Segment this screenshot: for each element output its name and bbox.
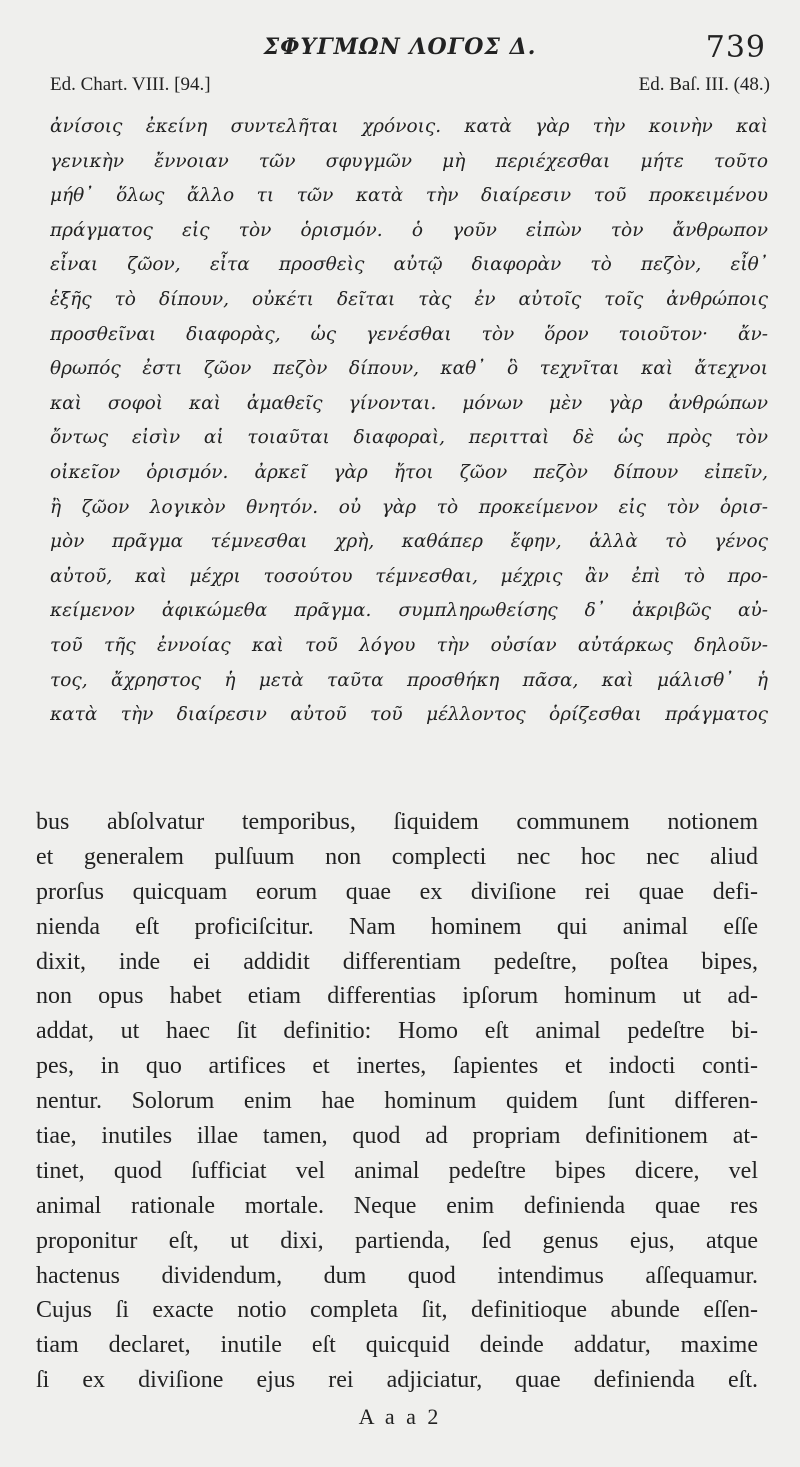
greek-text-line: οἰκεῖον ὁρισμόν. ἀρκεῖ γὰρ ἤτοι ζῶον πεζὸν δίπουν εἰπεῖν, (50, 461, 768, 483)
greek-text-line: μήθ᾽ ὅλως ἄλλο τι τῶν κατὰ τὴν διαίρεσιν τοῦ προκειμένου (50, 185, 768, 207)
greek-text-line: κατὰ τὴν διαίρεσιν αὐτοῦ τοῦ μέλλοντος ὁρίζεσθαι πράγματος (50, 704, 768, 726)
greek-text-line: εἶναι ζῶον, εἶτα προσθεὶς αὐτῷ διαφορὰν τὸ πεζὸν, εἶθ᾽ (50, 254, 768, 276)
edition-reference-chartier: Ed. Chart. VIII. [94.] (50, 74, 211, 95)
latin-text-line: pes, in quo artifices et inertes, ſapientes et indocti conti- (36, 1053, 758, 1080)
printer-signature: A a a 2 (358, 1404, 442, 1429)
latin-text-line: tiam declaret, inutile eſt quicquid deinde addatur, maxime (36, 1332, 758, 1359)
greek-text-line: τοῦ τῆς ἐννοίας καὶ τοῦ λόγου τὴν οὐσίαν αὐτάρκως δηλοῦν- (50, 634, 768, 656)
greek-text-line: προσθεῖναι διαφορὰς, ὡς γενέσθαι τὸν ὅρον τοιοῦτον· ἄν- (50, 323, 768, 345)
greek-text-line: ὄντως εἰσὶν αἱ τοιαῦται διαφοραὶ, περιτταὶ δὲ ὡς πρὸς τὸν (50, 427, 768, 449)
edition-reference-basel: Ed. Baſ. III. (48.) (638, 74, 770, 95)
latin-text-line: bus abſolvatur temporibus, ſiquidem communem notionem (36, 809, 758, 835)
latin-text-line: dixit, inde ei addidit differentiam pedeſtre, poſtea bipes, (36, 948, 758, 975)
greek-text-line: πράγματος εἰς τὸν ὁρισμόν. ὁ γοῦν εἰπὼν τὸν ἄνθρωπον (50, 219, 768, 241)
latin-text-line: Cujus ſi exacte notio completa ſit, definitioque abunde eſſen- (36, 1297, 758, 1324)
greek-text-block (50, 110, 768, 733)
latin-text-line: ſi ex diviſione ejus rei adjiciatur, quae definienda eſt. (36, 1367, 758, 1394)
greek-text-line: θρωπός ἐστι ζῶον πεζὸν δίπουν, καθ᾽ ὃ τεχνῖται καὶ ἄτεχνοι (50, 358, 768, 380)
greek-text-line: τος, ἄχρηστος ἡ μετὰ ταῦτα προσθήκη πᾶσα, καὶ μάλισθ᾽ ἡ (50, 669, 768, 691)
greek-text-line: ἑξῆς τὸ δίπουν, οὐκέτι δεῖται τὰς ἐν αὐτοῖς τοῖς ἀνθρώποις (50, 288, 768, 310)
running-head: ΣΦΥΓΜΩΝ ΛΟΓΟΣ Δ. (263, 34, 537, 60)
latin-text-line: prorſus quicquam eorum quae ex diviſione rei quae defi- (36, 878, 758, 905)
latin-text-line: tinet, quod ſufficiat vel animal pedeſtre bipes dicere, vel (36, 1157, 758, 1184)
greek-text-line: κείμενον ἀφικώμεθα πρᾶγμα. συμπληρωθείσης δ᾽ ἀκριβῶς αὐ- (50, 600, 768, 622)
latin-text-line: proponitur eſt, ut dixi, partienda, ſed genus ejus, atque (36, 1227, 758, 1254)
greek-text-line: καὶ σοφοὶ καὶ ἀμαθεῖς γίνονται. μόνων μὲν γὰρ ἀνθρώπων (50, 392, 768, 414)
greek-text-line: αὐτοῦ, καὶ μέχρι τοσούτου τέμνεσθαι, μέχρις ἂν ἐπὶ τὸ προ- (50, 565, 768, 587)
latin-text-line: nentur. Solorum enim hae hominum quidem ſunt differen- (36, 1088, 758, 1115)
latin-text-line: et generalem pulſuum non complecti nec hoc nec aliud (36, 843, 758, 870)
latin-text-line: addat, ut haec ſit definitio: Homo eſt animal pedeſtre bi- (36, 1018, 758, 1045)
greek-text-line: γενικὴν ἔννοιαν τῶν σφυγμῶν μὴ περιέχεσθαι μήτε τοῦτο (50, 150, 768, 172)
page-number: 739 (705, 30, 766, 65)
latin-text-line: tiae, inutiles illae tamen, quod ad propriam definitionem at- (36, 1123, 758, 1150)
latin-text-line: hactenus dividendum, dum quod intendimus aſſequamur. (36, 1262, 758, 1289)
greek-text-line: ἀνίσοις ἐκείνη συντελῆται χρόνοις. κατὰ γὰρ τὴν κοινὴν καὶ (50, 116, 768, 137)
latin-text-block (36, 805, 758, 1398)
greek-text-line: μὸν πρᾶγμα τέμνεσθαι χρὴ, καθάπερ ἔφην, ἀλλὰ τὸ γένος (50, 531, 768, 553)
greek-text-line: ἢ ζῶον λογικὸν θνητόν. οὐ γὰρ τὸ προκείμενον εἰς τὸν ὁρισ- (50, 496, 768, 518)
latin-text-line: animal rationale mortale. Neque enim definienda quae res (36, 1192, 758, 1219)
latin-text-line: non opus habet etiam differentias ipſorum hominum ut ad- (36, 983, 758, 1010)
latin-text-line: nienda eſt proficiſcitur. Nam hominem qui animal eſſe (36, 913, 758, 940)
